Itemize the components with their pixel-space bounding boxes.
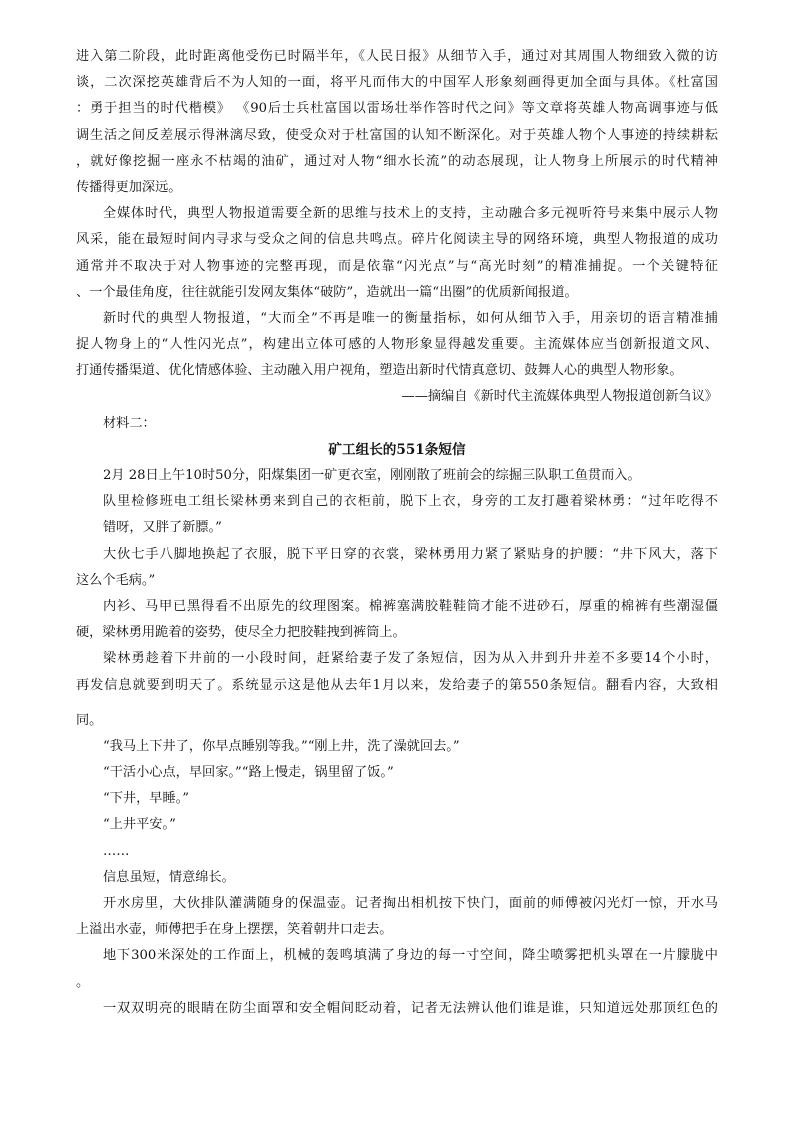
story-paragraph bbox=[76, 943, 718, 995]
story-paragraph bbox=[76, 489, 718, 541]
text-line: 新时代的典型人物报道，“大而全”不再是唯一的衡量指标，如何从细节入手，用亲切的语言精准捕 bbox=[103, 310, 718, 326]
text-line: 再发信息就要到明天了。系统显示这是他从去年1月以来，发给妻子的第550条短信。翻看内容，大致相 bbox=[76, 677, 718, 693]
text-line: 这么个毛病。” bbox=[76, 572, 156, 588]
text-line: 通常并不取决于对人物事迹的完整再现，而是依靠“闪光点”与“高光时刻”的精准捕捉。一个关键特征 bbox=[76, 258, 718, 274]
text-line: 进入第二阶段，此时距离他受伤已时隔半年，《人民日报》从细节入手，通过对其周围人物细致入微的访 bbox=[76, 49, 718, 64]
article-title: 矿工组长的551条短信 bbox=[328, 441, 466, 458]
text-line: 梁林勇趁着下井前的一小段时间，赶紧给妻子发了条短信，因为从入井到升井差不多要14个小时， bbox=[103, 651, 718, 667]
material-label: 材料二： bbox=[103, 415, 156, 431]
text-line: 全媒体时代，典型人物报道需要全新的思维与技术上的支持，主动融合多元视听符号来集中展示人物 bbox=[103, 206, 718, 222]
story-paragraph bbox=[76, 594, 718, 646]
document-page bbox=[76, 44, 718, 1022]
text-line: 捉人物身上的“人性闪光点”，构建出立体可感的人物形象显得越发重要。主流媒体应当创新报道文风、 bbox=[76, 337, 718, 353]
text-line: 内衫、马甲已黑得看不出原先的纹理图案。棉裤塞满胶鞋鞋筒才能不进砂石，厚重的棉裤有些潮湿僵 bbox=[103, 598, 718, 614]
text-line: 风采，能在最短时间内寻求与受众之间的信息共鸣点。碎片化阅读主导的网络环境，典型人物报道的成功 bbox=[76, 232, 718, 248]
story-paragraph bbox=[76, 542, 718, 594]
text-line: ，就好像挖掘一座永不枯竭的油矿，通过对人物“细水长流”的动态展现，让人物身上所展示的时代精神 bbox=[76, 153, 718, 169]
text-line: 调生活之间反差展示得淋漓尽致，使受众对于杜富国的认知不断深化。对于英雄人物个人事迹的持续耕耘 bbox=[76, 127, 718, 143]
text-line: 大伙七手八脚地换起了衣服，脱下平日穿的衣裳，梁林勇用力紧了紧贴身的护腰：“井下风大，落下 bbox=[103, 546, 718, 562]
text-line: 开水房里，大伙排队灌满随身的保温壶。记者掏出相机按下快门，面前的师傅被闪光灯一惊，开水马 bbox=[103, 896, 718, 911]
text-line: 谈，二次深挖英雄背后不为人知的一面，将平凡而伟大的中国军人形象刻画得更加全面与具体。《杜富国 bbox=[76, 75, 718, 91]
paragraph-material-one-continued bbox=[76, 44, 718, 201]
sms-quote: “干活小心点，早回家。”“路上慢走，锅里留了饭。” bbox=[103, 765, 394, 781]
story-paragraph: 2月 28日上午10时50分，阳煤集团一矿更衣室，刚刚散了班前会的综掘三队职工鱼贯而入。 bbox=[103, 468, 641, 483]
source-citation: ——摘编自《新时代主流媒体典型人物报道创新刍议》 bbox=[401, 389, 718, 405]
ellipsis: …… bbox=[103, 843, 130, 859]
story-paragraph: 一双双明亮的眼睛在防尘面罩和安全帽间眨动着，记者无法辨认他们谁是谁，只知道远处那顶红色的 bbox=[103, 1000, 718, 1016]
paragraph-all-media-era bbox=[76, 201, 718, 306]
paragraph-new-era-reporting bbox=[76, 306, 718, 385]
text-line: 。 bbox=[76, 974, 90, 990]
text-line: 传播得更加深远。 bbox=[76, 179, 182, 195]
text-line: ：勇于担当的时代楷模》 《90后士兵杜富国以雷场壮举作答时代之问》等文章将英雄人物高调事迹与低 bbox=[76, 101, 718, 117]
story-paragraph bbox=[76, 891, 718, 943]
story-paragraph bbox=[76, 646, 718, 734]
text-line: 地下300米深处的工作面上，机械的轰鸣填满了身边的每一寸空间，降尘喷雾把机头罩在一片朦胧中 bbox=[103, 948, 718, 964]
text-line: 打通传播渠道、优化情感体验、主动融入用户视角，塑造出新时代情真意切、鼓舞人心的典型人物形象。 bbox=[76, 363, 683, 379]
text-line: 队里检修班电工组长梁林勇来到自己的衣柜前，脱下上衣，身旁的工友打趣着梁林勇：“过年吃得不 bbox=[103, 494, 718, 510]
text-line: 上溢出水壶，师傅把手在身上摆摆，笑着朝井口走去。 bbox=[76, 922, 393, 938]
sms-quote: “我马上下井了，你早点睡别等我。”“刚上井，洗了澡就回去。” bbox=[103, 738, 460, 754]
text-line: 硬，梁林勇用跪着的姿势，使尽全力把胶鞋拽到裤筒上。 bbox=[76, 625, 406, 641]
spacer bbox=[76, 699, 718, 708]
sms-quote: “下井，早睡。” bbox=[103, 791, 190, 807]
story-paragraph: 信息虽短，情意绵长。 bbox=[103, 869, 235, 885]
text-line: 错呀，又胖了新膘。” bbox=[103, 520, 222, 536]
sms-quote: “上井平安。” bbox=[103, 817, 176, 833]
text-line: 、一个最佳角度，往往就能引发网友集体“破防”，造就出一篇“出圈”的优质新闻报道。 bbox=[76, 284, 578, 300]
text-line: 同。 bbox=[76, 712, 103, 728]
